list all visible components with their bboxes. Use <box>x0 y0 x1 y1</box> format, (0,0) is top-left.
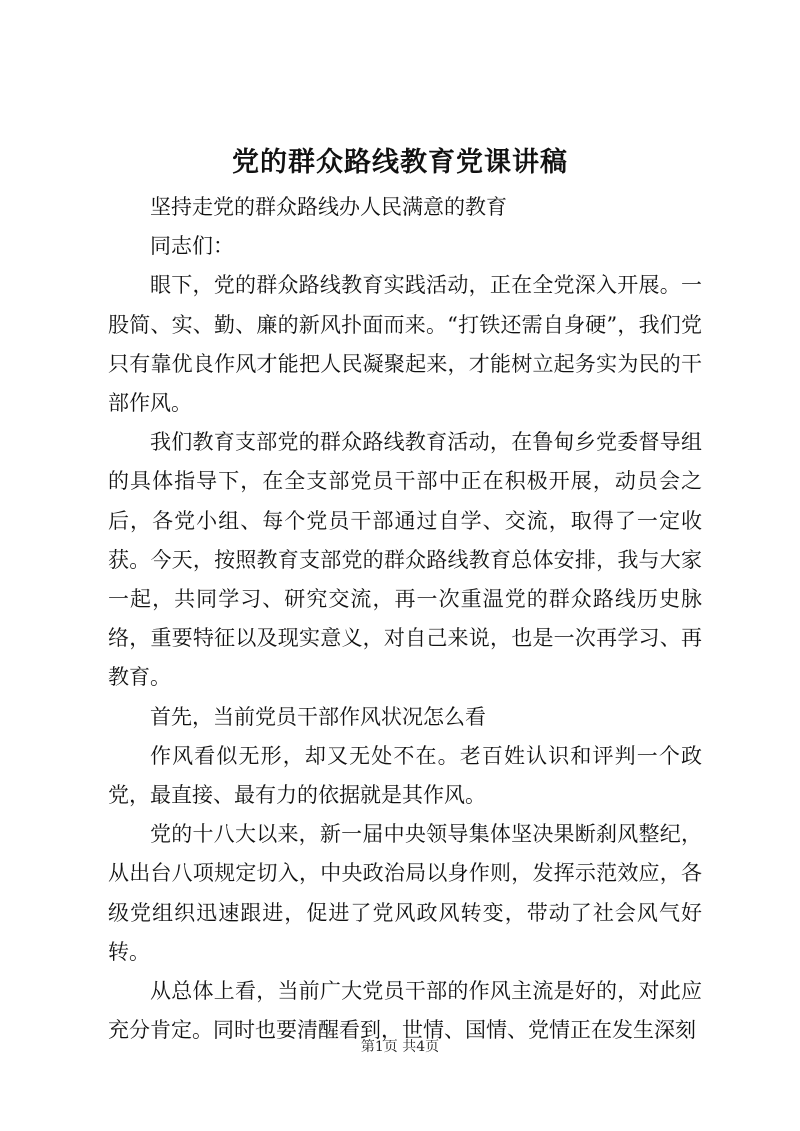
salutation-paragraph: 同志们： <box>150 234 234 259</box>
page-number-footer: 第1页 共4页 <box>360 1039 440 1055</box>
section-heading-paragraph: 首先，当前党员干部作风状况怎么看 <box>150 704 486 729</box>
body-paragraph-3: 作风看似无形，却又无处不在。老百姓认识和评判一个政党，最直接、最有力的依据就是其作风。 <box>108 743 702 808</box>
document-title: 党的群众路线教育党课讲稿 <box>232 147 568 178</box>
document-body <box>108 188 702 1050</box>
body-paragraph-4: 党的十八大以来，新一届中央领导集体坚决果断刹风整纪，从出台八项规定切入，中央政治局以身作则，发挥示范效应，各级党组织迅速跟进，促进了党风政风转变，带动了社会风气好转。 <box>108 822 702 964</box>
subtitle-paragraph: 坚持走党的群众路线办人民满意的教育 <box>150 195 507 219</box>
body-paragraph-5: 从总体上看，当前广大党员干部的作风主流是好的，对此应充分肯定。同时也要清醒看到，世情、国情、党情正在发生深刻 <box>108 979 702 1043</box>
body-paragraph-2: 我们教育支部党的群众路线教育活动，在鲁甸乡党委督导组的具体指导下，在全支部党员干部中正在积极开展，动员会之后，各党小组、每个党员干部通过自学、交流，取得了一定收获。今天，按照教育支部党的群众路线教育总体安排，我与大家一起，共同学习、研究交流，再一次重温党的群众路线历史脉络，重要特征以及现实意义，对自己来说，也是一次再学习、再教育。 <box>108 430 702 690</box>
body-paragraph-1: 眼下，党的群众路线教育实践活动，正在全党深入开展。一股简、实、勤、廉的新风扑面而来。“打铁还需自身硬”，我们党只有靠优良作风才能把人民凝聚起来，才能树立起务实为民的干部作风。 <box>108 273 702 416</box>
